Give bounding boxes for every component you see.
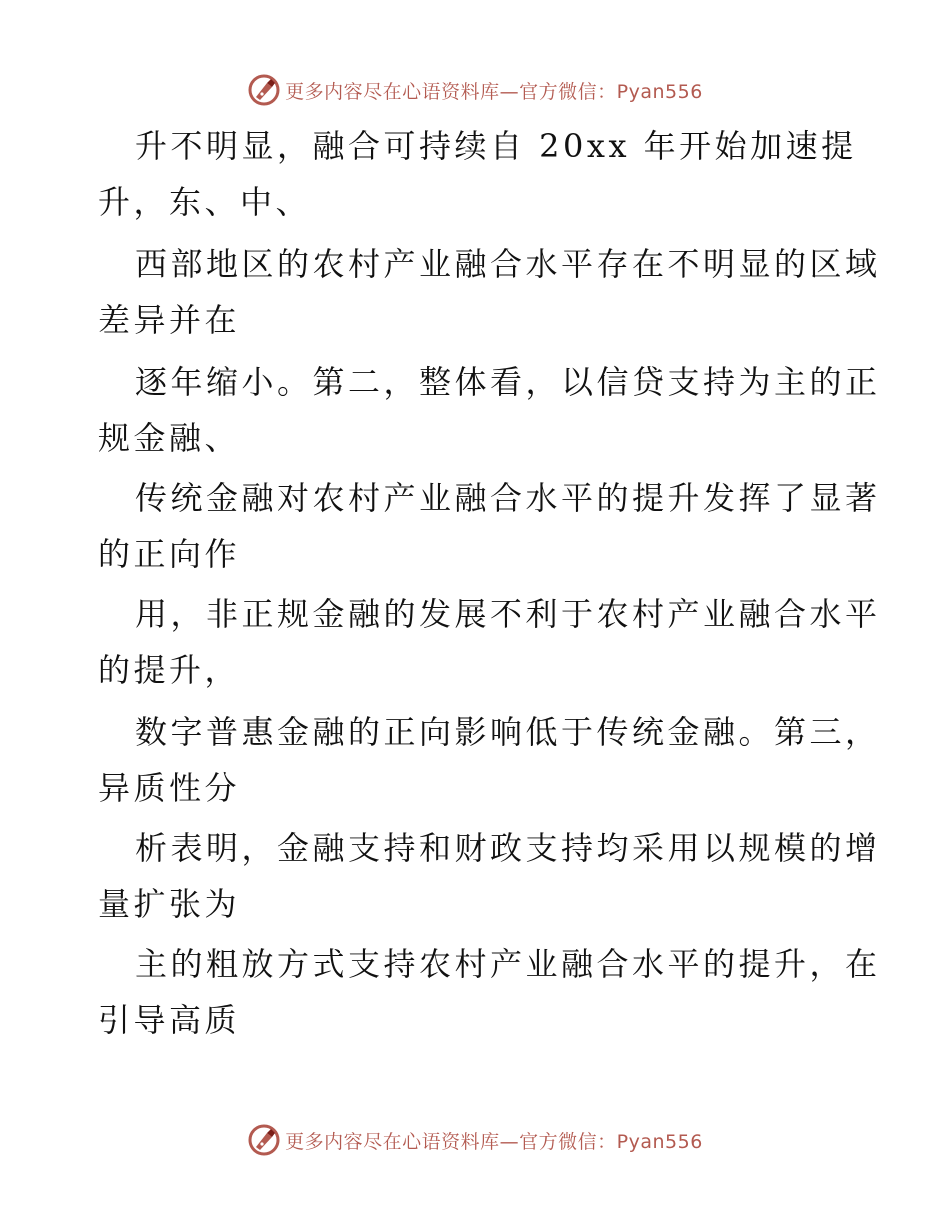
footer-banner <box>0 1120 950 1160</box>
body-line: 差异并在 <box>98 301 241 339</box>
body-line: 析表明，金融支持和财政支持均采用以规模的增 <box>135 829 881 867</box>
pen-nib-circle-icon <box>247 73 281 107</box>
body-line: 主的粗放方式支持农村产业融合水平的提升，在 <box>135 945 881 983</box>
footer-text: 更多内容尽在心语资料库—官方微信：Pyan556 <box>285 1130 703 1153</box>
pen-nib-circle-icon <box>247 1123 281 1157</box>
header-text: 更多内容尽在心语资料库—官方微信：Pyan556 <box>285 80 703 103</box>
body-line: 异质性分 <box>98 769 241 807</box>
body-line: 数字普惠金融的正向影响低于传统金融。第三， <box>135 713 881 751</box>
body-line: 引导高质 <box>98 1001 241 1039</box>
header-banner <box>0 70 950 110</box>
body-line: 升，东、中、 <box>98 183 312 221</box>
body-line: 的提升， <box>98 651 241 689</box>
body-line: 升不明显，融合可持续自 20xx 年开始加速提 <box>135 127 857 165</box>
body-line: 传统金融对农村产业融合水平的提升发挥了显著 <box>135 479 881 517</box>
body-line: 规金融、 <box>98 419 241 457</box>
body-line: 的正向作 <box>98 535 241 573</box>
body-line: 量扩张为 <box>98 885 241 923</box>
body-line: 西部地区的农村产业融合水平存在不明显的区域 <box>135 245 881 283</box>
body-line: 逐年缩小。第二，整体看，以信贷支持为主的正 <box>135 363 881 401</box>
body-line: 用，非正规金融的发展不利于农村产业融合水平 <box>135 595 881 633</box>
